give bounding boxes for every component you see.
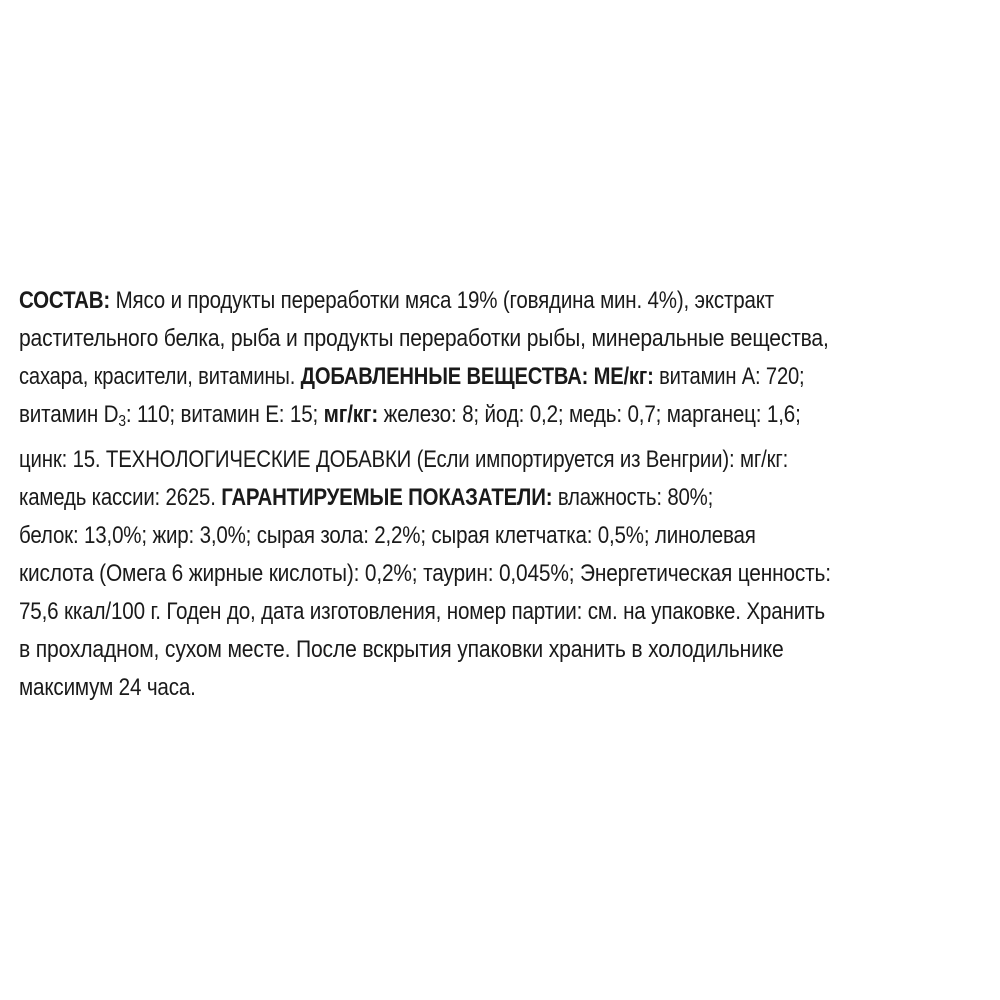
text-segment: влажность: 80%; — [552, 484, 714, 511]
text-segment: максимум 24 часа. — [19, 674, 196, 701]
guaranteed-values-heading: ГАРАНТИРУЕМЫЕ ПОКАЗАТЕЛИ: — [221, 484, 553, 511]
text-segment: растительного белка, рыба и продукты переработки рыбы, минеральные вещества, — [19, 325, 829, 352]
text-segment: сахара, красители, витамины. — [19, 363, 301, 390]
text-line-10 — [19, 631, 868, 669]
text-line-5 — [19, 441, 839, 479]
subscript: 3 — [118, 413, 126, 430]
text-segment: витамин А: 720; — [653, 363, 805, 390]
text-line-11 — [19, 669, 849, 707]
composition-text-block — [19, 282, 984, 707]
text-segment: камедь кассии: 2625. — [19, 484, 222, 511]
text-segment: витамин D — [19, 401, 119, 428]
text-line-3 — [19, 358, 830, 396]
text-segment: белок: 13,0%; жир: 3,0%; сырая зола: 2,2%; сырая клетчатка: 0,5%; линолевая — [19, 522, 756, 549]
text-segment: цинк: 15. ТЕХНОЛОГИЧЕСКИЕ ДОБАВКИ (Если импортируется из Венгрии): мг/кг: — [19, 446, 789, 473]
text-segment: железо: 8; йод: 0,2; медь: 0,7; марганец: 1,6; — [378, 401, 801, 428]
text-line-1 — [19, 282, 844, 320]
units-heading: мг/кг: — [323, 401, 379, 428]
composition-heading: СОСТАВ: — [19, 287, 111, 314]
text-segment: : 110; витамин Е: 15; — [125, 401, 324, 428]
text-line-4 — [19, 396, 849, 441]
text-line-8 — [19, 555, 859, 593]
text-line-6 — [19, 479, 839, 517]
text-segment: в прохладном, сухом месте. После вскрытия упаковки хранить в холодильнике — [19, 636, 784, 663]
text-line-2 — [19, 320, 866, 358]
text-segment: кислота (Омега 6 жирные кислоты): 0,2%; таурин: 0,045%; Энергетическая ценность: — [19, 560, 831, 587]
text-line-7 — [19, 517, 844, 555]
text-segment: Мясо и продукты переработки мяса 19% (говядина мин. 4%), экстракт — [110, 287, 774, 314]
text-line-9 — [19, 593, 849, 631]
text-segment: 75,6 ккал/100 г. Годен до, дата изготовления, номер партии: см. на упаковке. Хранить — [19, 598, 825, 625]
additives-heading: ДОБАВЛЕННЫЕ ВЕЩЕСТВА: МЕ/кг: — [300, 363, 654, 390]
